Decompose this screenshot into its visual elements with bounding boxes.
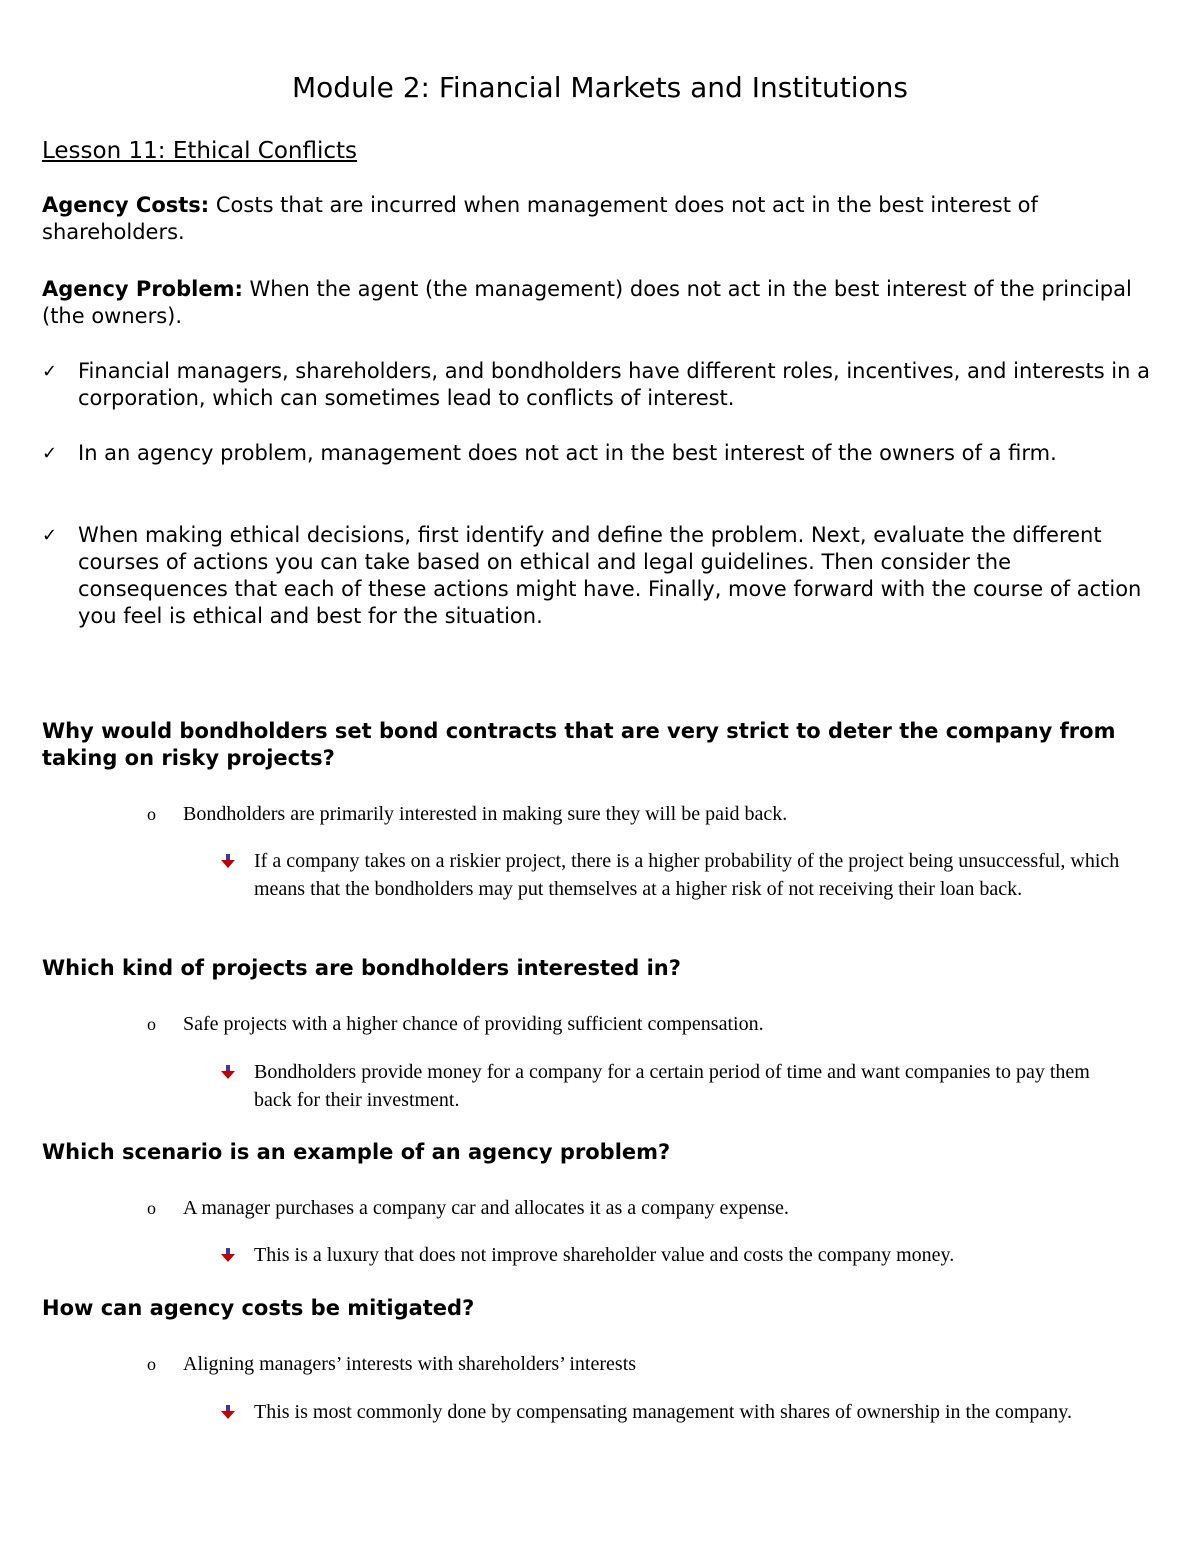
detail-text: Bondholders provide money for a company for a certain period of time and want companies to pay them back for their investment. [254, 1061, 1090, 1111]
check-item-text: When making ethical decisions, first identify and define the problem. Next, evaluate the different courses of actions you can take based on ethical and legal guidelines. Then consider the consequences that each of these actions might have. Finally, move forward with the course of action you feel is ethical and best for the situation. [78, 523, 1142, 628]
answer-text: Bondholders are primarily interested in making sure they will be paid back. [183, 803, 788, 825]
lesson-heading: Lesson 11: Ethical Conflicts [42, 138, 358, 164]
circle-bullet-icon: o [147, 804, 156, 824]
check-item [42, 522, 1162, 630]
question-heading: Why would bondholders set bond contracts that are very strict to deter the company from taking on risky projects? [42, 719, 1116, 770]
question-heading: Which scenario is an example of an agency problem? [42, 1140, 671, 1164]
answer-text: Aligning managers’ interests with shareholders’ interests [183, 1353, 637, 1375]
definition-agency-problem [42, 276, 1152, 330]
detail-item [220, 847, 1130, 903]
checkmark-icon: ✓ [42, 525, 58, 546]
check-item-text: Financial managers, shareholders, and bondholders have different roles, incentives, and interests in a corporation, which can sometimes lead to conflicts of interest. [78, 359, 1150, 410]
detail-text: This is most commonly done by compensating management with shares of ownership in the company. [254, 1401, 1072, 1423]
definition-agency-costs [42, 192, 1152, 246]
answer-item [147, 1351, 1147, 1378]
answer-text: A manager purchases a company car and allocates it as a company expense. [183, 1197, 789, 1219]
check-item-text: In an agency problem, management does not act in the best interest of the owners of a firm. [78, 441, 1057, 465]
check-item [42, 358, 1162, 412]
detail-text: This is a luxury that does not improve shareholder value and costs the company money. [254, 1244, 955, 1266]
circle-bullet-icon: o [147, 1014, 156, 1034]
page-title: Module 2: Financial Markets and Institutions [292, 71, 908, 104]
detail-text: If a company takes on a riskier project, there is a higher probability of the project being unsuccessful, which means that the bondholders may put themselves at a higher risk of not receiving their loan back. [254, 850, 1120, 900]
checkmark-icon: ✓ [42, 361, 58, 382]
detail-item [220, 1241, 1130, 1269]
arrow-bullet-icon [220, 1065, 236, 1079]
circle-bullet-icon: o [147, 1198, 156, 1218]
circle-bullet-icon: o [147, 1354, 156, 1374]
answer-item [147, 1195, 1147, 1222]
arrow-bullet-icon [220, 1248, 236, 1262]
arrow-bullet-icon [220, 1405, 236, 1419]
answer-item [147, 801, 1147, 828]
definition-text: When the agent (the management) does not act in the best interest of the principal (the owners). [42, 277, 1132, 328]
question-heading: Which kind of projects are bondholders interested in? [42, 956, 681, 980]
detail-item [220, 1058, 1130, 1114]
check-item [42, 440, 1162, 467]
answer-item [147, 1011, 1147, 1038]
question-heading: How can agency costs be mitigated? [42, 1296, 475, 1320]
definition-term: Agency Costs: [42, 193, 210, 217]
detail-item [220, 1398, 1130, 1426]
definition-text: Costs that are incurred when management does not act in the best interest of shareholders. [42, 193, 1038, 244]
arrow-bullet-icon [220, 854, 236, 868]
definition-term: Agency Problem: [42, 277, 243, 301]
checkmark-icon: ✓ [42, 443, 58, 464]
answer-text: Safe projects with a higher chance of providing sufficient compensation. [183, 1013, 764, 1035]
